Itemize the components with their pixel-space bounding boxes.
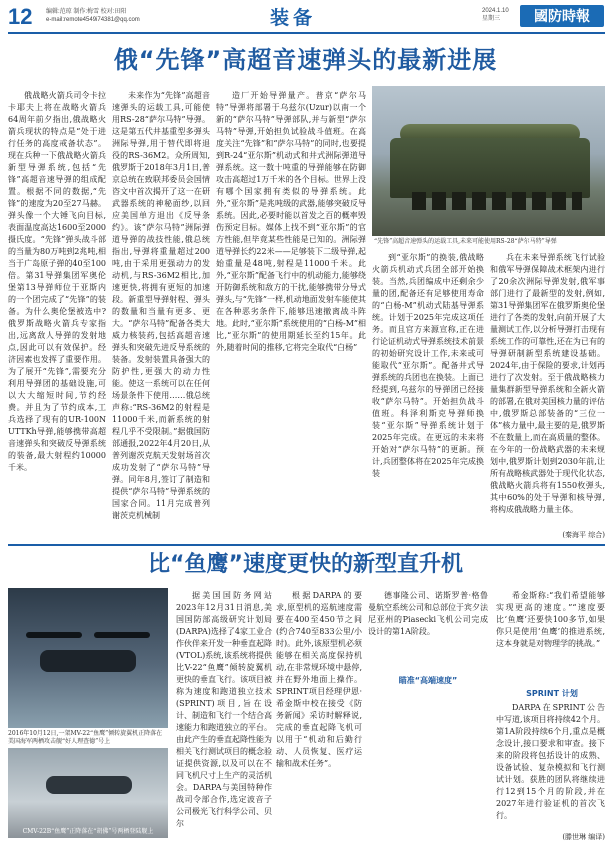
article2-subhead-speed: 瞄准“高端速度” — [398, 676, 458, 685]
article1-column-2 — [112, 90, 210, 540]
article2-column-2 — [176, 590, 272, 840]
header-divider — [8, 32, 605, 34]
article1-text-col1: 俄战略火箭兵司令卡拉卡耶夫上将在战略火箭兵64周年前夕指出,俄战略火箭兵现状的特点是“处于进行任务的高度戒备状态”。现在兵种一下俄战略火箭兵新型导弹系统,包括“先锋”高超音速导弹的组成配置。根据不同的数据,“先锋”的速度为20至27马赫。弹头像一个大锤飞向目标,表面温度高达1600至2000摄氏度。“先锋”弹头战斗部的当量为80万吨到2兆吨,相当于广岛原子弹的40至100倍。第31导弹集团军奥伦堡第13导弹师位于亚斯内的一个团完成了“先锋”的装备。为什么奥伦堡被选中?俄罗斯战略火箭兵专家指出,远离敌人导弹的发射地点,因此可以有效保护。经济因素也发挥了重要作用。为了展开“先锋”,需要充分利用导弹团的基础设施,可以大大缩短时间,节约经费。并且为了节约成本,工兵选择了现有的UR-100N UTTKh导弹,能够携带高超音速弹头和突破反导弹系统的装备,最大射程约10000千米。 — [8, 91, 106, 472]
article2-column-3b — [276, 590, 362, 840]
section-title: 装备 — [270, 8, 317, 29]
article2-text-col2: 据美国国防务网站2023年12月31日消息,美国国防部高级研究计划局(DARPA)选择了4家工业合作伙伴来开发一种垂直起降(VTOL)系统,该系统将提供比V-22“鱼鹰”倾转旋翼机更快的垂直飞行。该项目被称为速度和跑道独立技术(SPRINT)项目,旨在设计、制造和飞行一个结合高速能力和跑道独立的平台。由此产生的垂直起降性能为相关飞行测试项目的概念验证提供资源,以及可以在不同飞机尺寸上生产的灵活机会。DARPA与美国特种作战司令部合作,选定波音子公司极光飞行科学公司、贝尔 — [176, 591, 272, 828]
editors-credit — [46, 8, 140, 24]
editor-email: e-mail:remote4549i74381@qq.com — [46, 17, 140, 23]
article2-text-col3: 德事隆公司、诺斯罗普·格鲁曼航空系统公司和总部位于宾夕法尼亚州的Piasecki飞机公司完成设计的第1A阶段。 — [368, 591, 488, 636]
article1-text-col5: 兵在未来导弹系统飞行试验和俄军导弹保障战术框架内进行了20余次洲际导弹发射,俄军事部门进行了最新型的发射,例如,第31导弹集团军在俄罗斯奥伦堡进行了各类的发射,向前开展了大量测试工作,以分析导弹打击现有系统工作的可靠性,还在为已有的导弹研制新型系统建设基础。2024年,由于保险的要求,计划再进行了次发射。至于俄战略核力量集群新型导弹系统和全新火箭的部署,在俄对美国核力量的评估中,俄罗斯总部装备的“三位一体”核力量中,最主要的是,俄罗斯不在数量上,而在高质量的整体。在今年的一份战略武器的未来规划中,俄罗斯计划到2030年前,让所有战略核武器处于现代化状态,俄战略火箭兵将有1550枚弹头,其中60%的处于导弹和核导弹,将构成俄战略力量主体。 — [490, 253, 605, 514]
article2-column-4b — [496, 702, 605, 830]
osprey-landing-photo — [8, 588, 168, 728]
article2-photo1-caption: 2016年10月12日,一架MV-22“鱼鹰”倾转旋翼机正降落在美国海军两栖攻击舰“好人理查德”号上 — [8, 730, 163, 745]
page-header — [0, 0, 611, 34]
article2-column-3c — [368, 690, 488, 840]
article2-text-col3b: 根据DARPA的要求,原型机的巡航速度需要在400至450节之间(约合740至833公里/小时)。此外,该原型机必须能够在相关高度保持机动,在非常规环境中悬停,并在野外地面上操作。SPRINT项目经理伊恩·希金斯中校在接受《防务新闻》采访时解释说,完成的垂直起降飞机可以用于“机动和后勤行动、人员恢复、医疗运输和战术任务”。 — [276, 591, 362, 768]
issue-date — [482, 7, 509, 23]
article1-text-col2: 未来作为“先锋”高超音速弹头的运载工具,可能使用RS-28“萨尔马特”导弹。这是第五代井基重型多弹头洲际导弹,用于替代即将退役的RS-36M2。众所周知,俄罗斯于2018年3月1日,普京总统在致联邦委员会国情咨文中首次揭开了这一在研武器系统的神秘面纱,以回应美国单方退出《反导条约》。该“萨尔马特”洲际弹道导弹的战技性能,俄总统指出,导弹将重量超过200吨,由于采用更强动力的发动机,与RS-36M2相比,加速更快,将拥有更短的加速段。新重型导弹射程、弹头的数量和当量有更多、更大。“萨尔马特”配备各类大威力核装药,包括高超音速弹头和突破先进反导系统的装备。发射装置具备强大的防护性,更强大的动力性能。使这一系统可以在任何场景条件下使用……俄总统声称:“RS-36M2的射程是11000千米,而新系统的射程几乎不受限制。”据俄国防部通报,2022年4月20日,从普列谢茨克航天发射场首次成功发射了“萨尔马特”导弹。同年8月,签订了制造和提供“萨尔马特”导弹系统的国家合同。11月完成普列谢茨克机械制 — [112, 91, 210, 520]
cmv22b-photo — [8, 748, 168, 838]
missile-launcher-photo — [372, 86, 605, 236]
article1-column-1 — [8, 90, 106, 540]
truck-wheels — [412, 192, 582, 210]
article2-text-col4b: DARPA在SPRINT公告中写道,该项目将持续42个月。第1A阶段持续6个月,重点是概念设计,接口要求和审查。接下来的阶段将包括设计的成熟、设备试验、复杂模拟和飞行测试计划。获胜的团队将继续进行12到15个月的阶段,并在2027年进行验证机的首次飞行。 — [496, 703, 605, 820]
article2-text-col4: 希金斯称:“我们希望能够实现更高的速度。”“速度要比‘鱼鹰’还要快100多节,如果你只是使用‘鱼鹰’的推进系统,这本身就是对物理学的挑战。” — [496, 591, 605, 648]
launcher-truck — [390, 138, 590, 198]
article1-text-col4: 到“亚尔斯”的换装,俄战略火箭兵机动式兵团全部开始换装。当然,兵团编成中还剩余少量的团,配备还有足够使用寿命的“白杨-M”机动式陆基导弹系统。计划于2025年完成这项任务。而且官方来源宣称,正在进行论证机动式导弹系统技术前景的初始研究设计工作,未来或可能取代“亚尔斯”。配备井式导弹系统的兵团也在换装。上面已经提到,乌兹尔的导弹团已经接收“萨尔马特”。开始担负战斗值班。科泽利斯克导弹师换装“亚尔斯”导弹系统计划于2025年完成。在更远的未来将开始对“萨尔马特”的更新。预计,兵团整体将在2025年完成换装 — [372, 253, 484, 478]
weekday: 星期三 — [482, 16, 501, 22]
article1-text-col3: 造厂开始导弹量产。普京“萨尔马特”导弹将部署于乌兹尔(Uzur)以南一个新的“萨尔马特”导弹部队,并与新型“萨尔马特”导弹,开始担负试验战斗值班。在高度关注“先锋”和“萨尔马特”的同时,也要提到R-24“亚尔斯”机动式和井式洲际弹道导弹系统。这一数十吨重的导弹能够在防御攻击高超过1万千米的各个目标。世界上没有哪个国家拥有类似的导弹系统。此外,“亚尔斯”是兆吨级的武器,能够突破反导系统。因此,必要时能以首发之百的概率毁伤预定目标。媒体上找不到“亚尔斯”的官方性能,但毕竟某些性能是已知的。洲际弹道导弹长约22米——足够装下二级导弹,起始重量是48吨,射程是11000千米。此外,“亚尔斯”配备飞行中的机动能力,能够绕开防御系统和敌方的干扰,能够携带分导式弹头,与“先锋”一样,机动地面发射车能使其在各种恶劣条件下,能够迅速撤离战斗阵地。此时,“亚尔斯”系统使用的“白杨-M”相比,“亚尔斯”的使用期延长至约15年。此外,随着时间的推移,它将完全取代“白杨” — [216, 91, 366, 352]
article1-column-4 — [372, 252, 484, 538]
article1-photo-caption: “先锋”高超音速弹头的运载工具,未来可能使用RS-28“萨尔马特”导弹 — [374, 238, 557, 245]
article2-photo2-caption: CMV-22B“鱼鹰”正降落在“胡佛”号两栖登陆舰上 — [22, 828, 154, 835]
article1-column-5 — [490, 252, 605, 528]
article2-credit: (滕世琳 编译) — [562, 833, 605, 841]
article2-column-4a — [496, 590, 605, 686]
page-number: 12 — [8, 4, 33, 29]
aircraft-body — [40, 650, 136, 672]
article1-headline: 俄“先锋”高超音速弹头的最新进展 — [113, 46, 498, 74]
article2-subhead-sprint: SPRINT 计划 — [526, 689, 578, 698]
article2-column-3a — [368, 590, 488, 670]
article2-headline: 比“鱼鹰”速度更快的新型直升机 — [148, 552, 463, 577]
date-value: 2024.1.10 — [482, 8, 509, 14]
article1-credit: (秦海平 综合) — [562, 531, 605, 539]
rotor-right — [94, 632, 150, 638]
aircraft-body — [46, 776, 132, 794]
newspaper-logo: 國防時報 — [520, 5, 604, 27]
article1-column-3 — [216, 90, 366, 540]
editors-line: 编辑:范琼 制作:梅雪 校对:田阳 — [46, 9, 127, 15]
rotor-left — [26, 632, 82, 638]
